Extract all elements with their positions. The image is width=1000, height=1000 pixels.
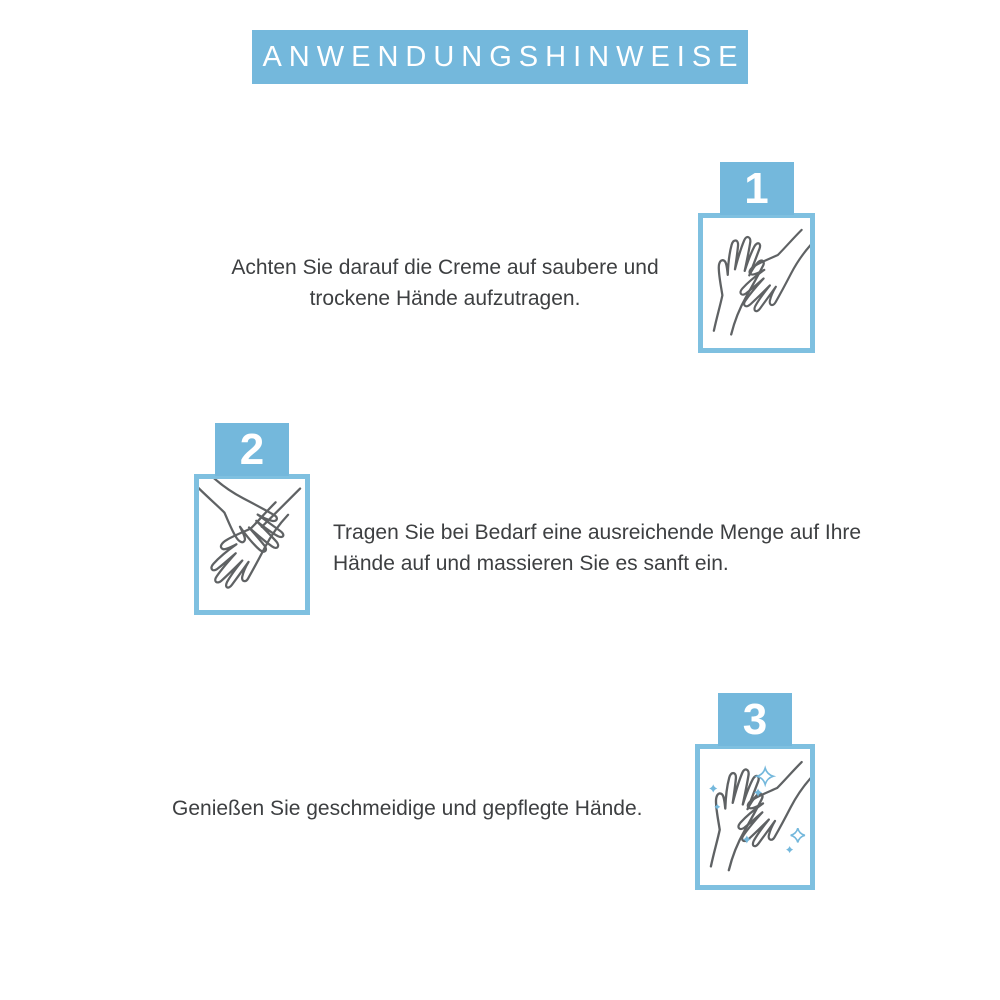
step-1-frame: [698, 213, 815, 353]
step-1-text-line-1: Achten Sie darauf die Creme auf saubere und: [231, 256, 659, 279]
step-2-text: [333, 517, 861, 579]
sparkle-icon: [709, 784, 717, 792]
step-2-text-line-2: Hände auf und massieren Sie es sanft ein.: [333, 552, 729, 575]
sparkle-icon: [757, 768, 773, 784]
step-2-number-badge: [215, 423, 289, 476]
hand-massage-icon: [199, 479, 305, 610]
sparkle-icon: [791, 828, 805, 842]
sparkle-icon: [786, 846, 793, 853]
step-3-text: [172, 793, 643, 824]
step-2-number: 2: [239, 424, 265, 474]
top-hand-outline: [199, 479, 292, 563]
sparkle-icon: [743, 835, 751, 843]
step-1-text: [165, 252, 725, 314]
step-1-number-badge: [720, 162, 794, 215]
step-3-number-badge: [718, 693, 792, 746]
step-1-icon: [698, 162, 815, 353]
step-2-icon: [194, 423, 310, 615]
step-3-frame: [695, 744, 815, 890]
page-title: ANWENDUNGSHINWEISE: [262, 40, 745, 73]
step-3-number: 3: [742, 694, 768, 744]
step-2-frame: [194, 474, 310, 615]
step-3-icon: [695, 693, 815, 890]
header-banner: [252, 30, 748, 84]
step-1-text-line-2: trockene Hände aufzutragen.: [309, 287, 581, 310]
hands-sparkle-icon: [700, 749, 810, 885]
step-1-number: 1: [744, 163, 769, 213]
step-3-text-line-1: Genießen Sie geschmeidige und gepflegte Hände.: [172, 797, 643, 820]
two-hands-icon: [703, 218, 810, 348]
step-2-text-line-1: Tragen Sie bei Bedarf eine ausreichende Menge auf Ihre: [333, 521, 862, 544]
bottom-hand-outline: [200, 496, 300, 596]
